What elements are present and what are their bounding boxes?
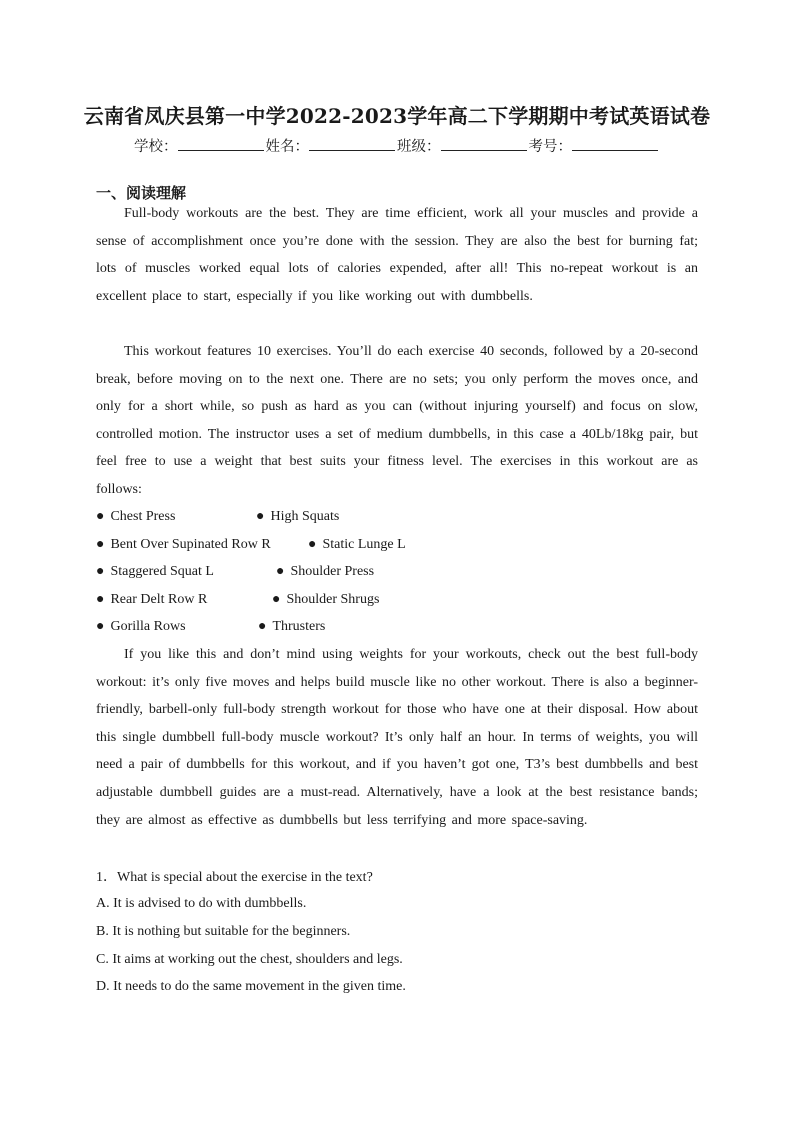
exercise-row	[96, 531, 696, 559]
bullet-icon: ●	[96, 591, 105, 607]
exercise-item: ● Bent Over Supinated Row R	[96, 536, 271, 552]
bullet-icon: ●	[276, 564, 285, 580]
exercise-item: ● Thrusters	[258, 619, 326, 635]
bullet-icon: ●	[308, 536, 317, 552]
exercise-list	[96, 503, 696, 641]
bullet-icon: ●	[96, 564, 105, 580]
bullet-icon: ●	[96, 619, 105, 635]
exercise-row	[96, 613, 696, 641]
section-heading: 一、阅读理解	[96, 184, 187, 202]
question-text: What is special about the exercise in the text?	[117, 870, 373, 885]
exam-title: 云南省凤庆县第一中学2022-2023学年高二下学期期中考试英语试卷	[83, 104, 711, 128]
number-label: 考号：	[528, 139, 572, 155]
exercise-item: ● High Squats	[256, 509, 340, 524]
exercise-item: ● Shoulder Shrugs	[272, 591, 380, 607]
question-1	[96, 866, 698, 1001]
question-stem	[96, 866, 698, 890]
option-d[interactable]: D. It needs to do the same movement in the given time.	[96, 979, 406, 995]
exercise-row	[96, 503, 696, 531]
bullet-icon: ●	[258, 619, 267, 635]
option-a[interactable]: A. It is advised to do with dumbbells.	[96, 896, 307, 911]
passage-paragraph-2: This workout features 10 exercises. You’ll do each exercise 40 seconds, followed by a 20-second break, before moving on to the next one. There are no sets; you only perform the moves once, and only for a short while, so push as hard as you can (without injuring yourself) and focus on slow, controlled motion. The instructor uses a set of medium dumbbells, in this case a 40Lb/18kg pair, but feel free to use a weight that best suits your fitness level. The exercises in this workout are as follows:	[96, 344, 698, 497]
bullet-icon: ●	[256, 509, 265, 524]
exercise-row	[96, 558, 696, 586]
option-b[interactable]: B. It is nothing but suitable for the beginners.	[96, 923, 351, 939]
option-c[interactable]: C. It aims at working out the chest, shoulders and legs.	[96, 951, 403, 967]
class-label: 班级：	[397, 139, 441, 155]
exercise-item: ● Staggered Squat L	[96, 564, 214, 580]
bullet-icon: ●	[96, 509, 105, 524]
number-blank[interactable]	[572, 136, 658, 151]
exercise-row	[96, 586, 696, 614]
school-label: 学校：	[134, 139, 178, 155]
question-number: 1．	[96, 870, 117, 885]
name-blank[interactable]	[309, 136, 395, 151]
name-label: 姓名：	[265, 139, 309, 155]
exercise-item: ● Chest Press	[96, 509, 176, 524]
school-blank[interactable]	[178, 136, 264, 151]
class-blank[interactable]	[441, 136, 527, 151]
bullet-icon: ●	[96, 536, 105, 552]
student-info-line	[0, 135, 794, 156]
exercise-item: ● Shoulder Press	[276, 564, 375, 580]
passage-paragraph-1: Full-body workouts are the best. They are time efficient, work all your muscles and provide a sense of accomplishment once you’re done with the session. They are also the best for burning fat; lots of muscles worked equal lots of calories expended, after all! This no-repeat workout is an excellent place to start, especially if you like working out with dumbbells.	[96, 206, 698, 304]
exercise-item: ● Static Lunge L	[308, 536, 406, 552]
passage-paragraph-3: If you like this and don’t mind using weights for your workouts, check out the best full-body workout: it’s only five moves and helps build muscle like no other workout. There is also a beginner-friendly, barbell-only full-body strength workout for those who have one at their disposal. How about this single dumbbell full-body muscle workout? It’s only half an hour. In terms of weights, you will need a pair of dumbbells for this workout, and if you haven’t got one, T3’s best dumbbells and best adjustable dumbbell guides are a must-read. Alternatively, have a look at the best resistance bands; they are almost as effective as dumbbells but less terrifying and more space-saving.	[96, 647, 698, 828]
exercise-item: ● Gorilla Rows	[96, 619, 186, 635]
bullet-icon: ●	[272, 591, 281, 607]
exercise-item: ● Rear Delt Row R	[96, 591, 208, 607]
